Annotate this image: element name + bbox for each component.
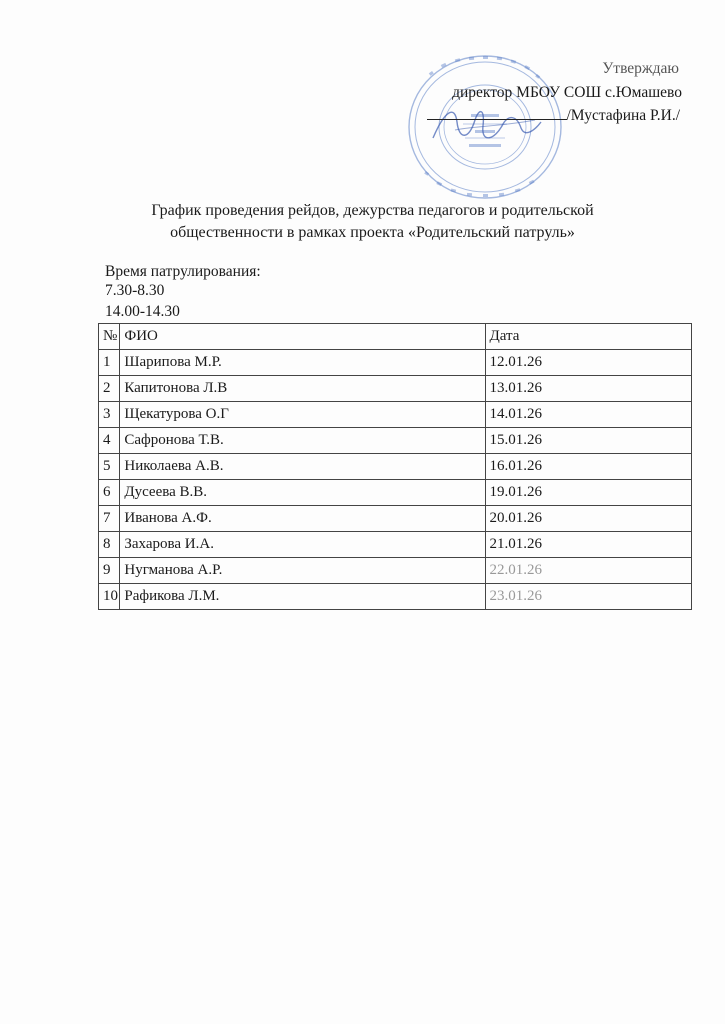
signature-line [427,105,567,120]
approval-title: Утверждаю [602,60,679,77]
header-date: Дата [485,324,691,350]
row-number: 3 [99,402,120,428]
row-date: 21.01.26 [485,532,691,558]
table-row [99,532,692,558]
approver-position: директор МБОУ СОШ с.Юмашево [452,84,682,101]
patrol-time-slot-2: 14.00-14.30 [105,303,180,320]
patrol-time-label: Время патрулирования: [105,263,261,280]
row-number: 5 [99,454,120,480]
row-date: 16.01.26 [485,454,691,480]
row-name: Иванова А.Ф. [120,506,485,532]
table-row [99,584,692,610]
row-date: 15.01.26 [485,428,691,454]
document-title-line-2: общественности в рамках проекта «Родительский патруль» [170,224,575,241]
row-number: 7 [99,506,120,532]
row-name: Нугманова А.Р. [120,558,485,584]
table-row [99,480,692,506]
table-header-row [99,324,692,350]
row-name: Рафикова Л.М. [120,584,485,610]
table-row [99,506,692,532]
document-title-line-1: График проведения рейдов, дежурства педагогов и родительской [151,202,594,219]
row-number: 10 [99,584,120,610]
row-date: 22.01.26 [485,558,691,584]
row-name: Капитонова Л.В [120,376,485,402]
table-row [99,350,692,376]
table-row [99,402,692,428]
row-date: 23.01.26 [485,584,691,610]
row-name: Николаева А.В. [120,454,485,480]
row-name: Шарипова М.Р. [120,350,485,376]
signature-row [427,105,681,125]
row-date: 20.01.26 [485,506,691,532]
row-date: 14.01.26 [485,402,691,428]
row-number: 4 [99,428,120,454]
patrol-time-slot-1: 7.30-8.30 [105,282,165,299]
row-name: Дусеева В.В. [120,480,485,506]
table-row [99,376,692,402]
row-number: 1 [99,350,120,376]
row-name: Щекатурова О.Г [120,402,485,428]
row-number: 2 [99,376,120,402]
table-row [99,454,692,480]
row-name: Сафронова Т.В. [120,428,485,454]
row-name: Захарова И.А. [120,532,485,558]
document-title [100,200,645,244]
row-number: 8 [99,532,120,558]
row-date: 19.01.26 [485,480,691,506]
table-row [99,428,692,454]
approver-name: /Мустафина Р.И./ [566,107,680,124]
row-date: 12.01.26 [485,350,691,376]
header-name: ФИО [120,324,485,350]
header-number: № [99,324,120,350]
table-row [99,558,692,584]
row-date: 13.01.26 [485,376,691,402]
row-number: 6 [99,480,120,506]
schedule-table [98,323,692,610]
row-number: 9 [99,558,120,584]
